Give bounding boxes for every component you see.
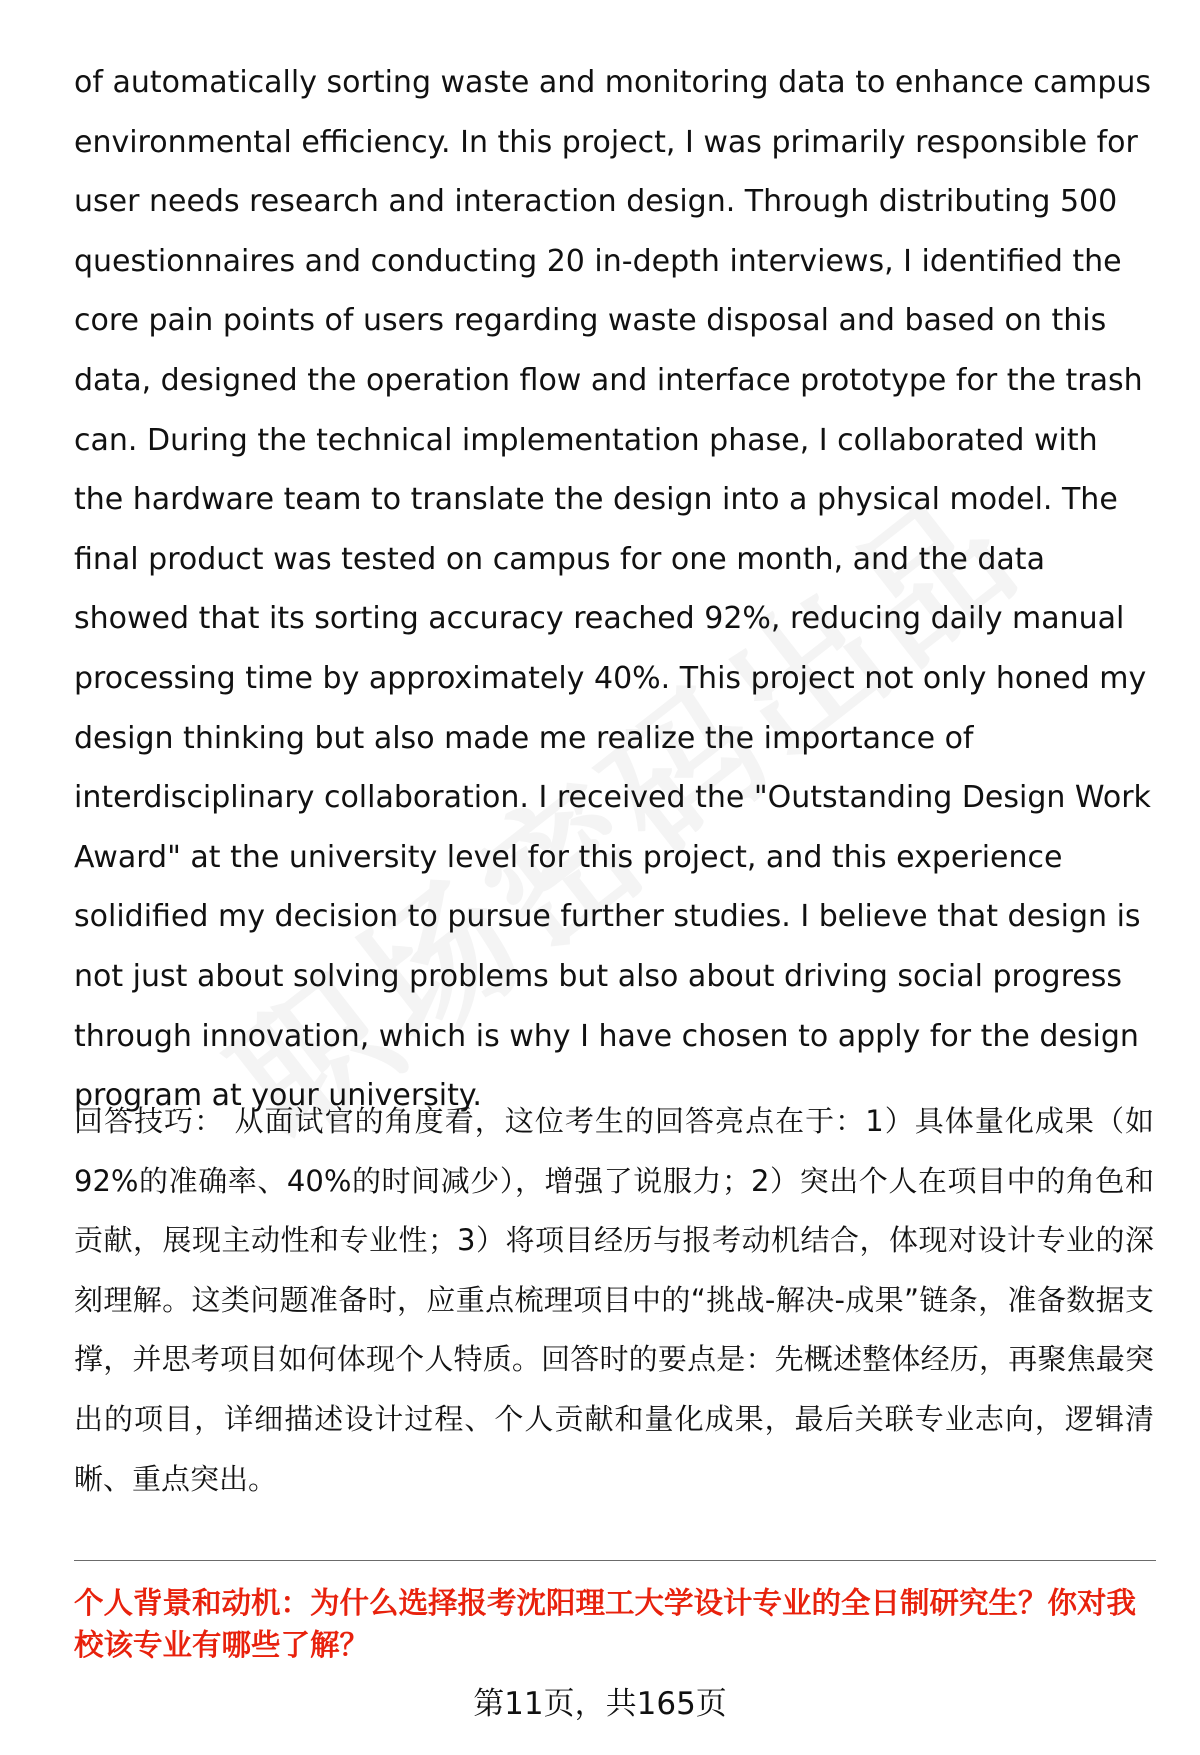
page-number-footer: 第11页，共165页 — [473, 1686, 727, 1722]
answer-paragraph: of automatically sorting waste and monitoring data to enhance campus environmental efficiency. In this project, I was primarily responsible for user needs research and interaction design. Through distributing 500 questionnaires and conducting 20 in-depth interviews, I identified the core pain points of users regarding waste disposal and based on this data, designed the operation flow and interface prototype for the trash can. During the technical implementation phase, I collaborated with the hardware team to translate the design into a physical model. The final product was tested on campus for one month, and the data showed that its sorting accuracy reached 92%, reducing daily manual processing time by approximately 40%. This project not only honed my design thinking but also made me realize the importance of interdisciplinary collaboration. I received the "Outstanding Design Work Award" at the university level for this project, and this experience solidified my decision to pursue further studies. I believe that design is not just about solving problems but also about driving social progress through innovation, which is why I have chosen to apply for the design program at your university. — [74, 65, 1152, 1114]
answer-tips-paragraph — [74, 1092, 1154, 1509]
next-question-heading: 个人背景和动机：为什么选择报考沈阳理工大学设计专业的全日制研究生？你对我校该专业有哪些了解？ — [74, 1586, 1137, 1662]
section-divider — [74, 1560, 1156, 1561]
tips-text: 从面试官的角度看，这位考生的回答亮点在于：1）具体量化成果（如92%的准确率、40%的时间减少），增强了说服力；2）突出个人在项目中的角色和贡献，展现主动性和专业性；3）将项目经历与报考动机结合，体现对设计专业的深刻理解。这类问题准备时，应重点梳理项目中的“挑战-解决-成果”链条，准备数据支撑，并思考项目如何体现个人特质。回答时的要点是：先概述整体经历，再聚焦最突出的项目，详细描述设计过程、个人贡献和量化成果，最后关联专业志向，逻辑清晰、重点突出。 — [74, 1104, 1154, 1496]
tips-label: 回答技巧： — [74, 1104, 225, 1138]
